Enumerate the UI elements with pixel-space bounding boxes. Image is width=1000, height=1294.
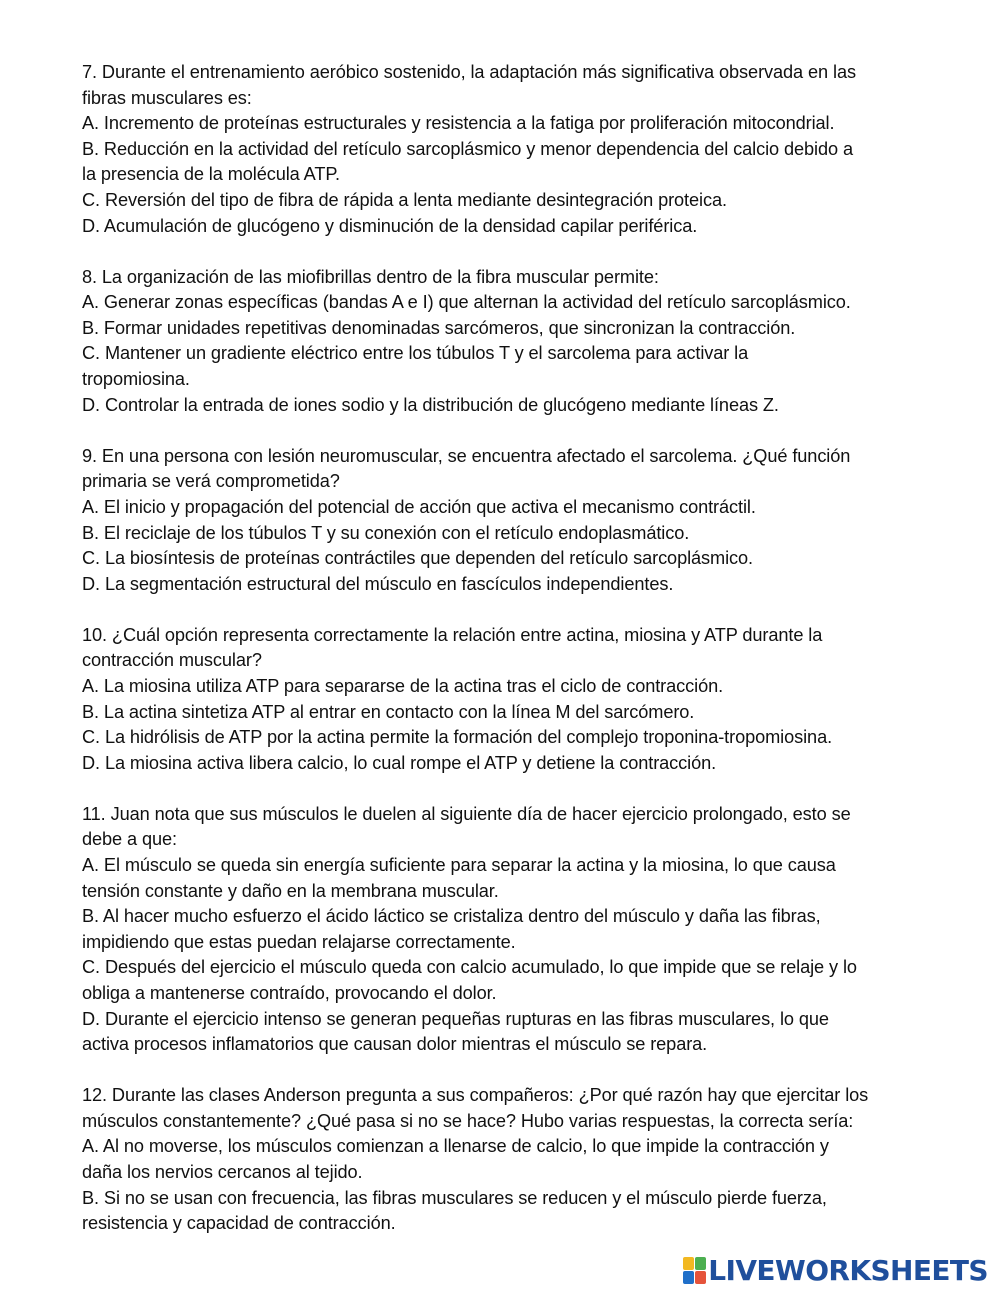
answer-option-b: B. La actina sintetiza ATP al entrar en contacto con la línea M del sarcómero. xyxy=(82,701,695,722)
answer-option-d: D. La miosina activa libera calcio, lo cual rompe el ATP y detiene la contracción. xyxy=(82,752,717,773)
liveworksheets-logo-icon xyxy=(683,1257,705,1283)
answer-option-b-continued: impidiendo que estas puedan relajarse correctamente. xyxy=(82,931,516,952)
worksheet-questions xyxy=(82,60,952,1262)
answer-option-c: C. Reversión del tipo de fibra de rápida a lenta mediante desintegración proteica. xyxy=(82,189,727,210)
answer-option-a-continued: daña los nervios cercanos al tejido. xyxy=(82,1162,363,1183)
question-7 xyxy=(82,60,952,239)
question-text-line: 9. En una persona con lesión neuromuscular, se encuentra afectado el sarcolema. ¿Qué función xyxy=(82,445,851,466)
question-text-line: contracción muscular? xyxy=(82,650,262,671)
answer-option-a-continued: tensión constante y daño en la membrana muscular. xyxy=(82,880,499,901)
logo-square-icon xyxy=(683,1271,694,1284)
answer-option-d: D. La segmentación estructural del músculo en fascículos independientes. xyxy=(82,573,674,594)
answer-option-c: C. Mantener un gradiente eléctrico entre los túbulos T y el sarcolema para activar la xyxy=(82,343,749,364)
logo-square-icon xyxy=(683,1257,694,1270)
question-text-line: 11. Juan nota que sus músculos le duelen al siguiente día de hacer ejercicio prolongado, esto se xyxy=(82,803,851,824)
answer-option-d-continued: activa procesos inflamatorios que causan dolor mientras el músculo se repara. xyxy=(82,1034,708,1055)
question-text-line: primaria se verá comprometida? xyxy=(82,471,340,492)
answer-option-b-continued: resistencia y capacidad de contracción. xyxy=(82,1213,396,1234)
answer-option-b-continued: la presencia de la molécula ATP. xyxy=(82,164,340,185)
answer-option-c: C. La hidrólisis de ATP por la actina permite la formación del complejo troponina-tropomiosina. xyxy=(82,727,833,748)
question-text-line: 12. Durante las clases Anderson pregunta a sus compañeros: ¿Por qué razón hay que ejercitar los xyxy=(82,1085,869,1106)
answer-option-d: D. Controlar la entrada de iones sodio y la distribución de glucógeno mediante líneas Z. xyxy=(82,394,779,415)
answer-option-c-continued: obliga a mantenerse contraído, provocando el dolor. xyxy=(82,983,497,1003)
answer-option-b: B. Al hacer mucho esfuerzo el ácido láctico se cristaliza dentro del músculo y daña las fibras, xyxy=(82,906,821,927)
liveworksheets-logo xyxy=(683,1253,988,1287)
question-text-line: debe a que: xyxy=(82,829,177,850)
answer-option-b: B. Reducción en la actividad del retículo sarcoplásmico y menor dependencia del calcio debido a xyxy=(82,138,854,159)
question-9 xyxy=(82,444,952,598)
answer-option-a: A. El músculo se queda sin energía suficiente para separar la actina y la miosina, lo que causa xyxy=(82,855,836,876)
logo-square-icon xyxy=(695,1271,706,1284)
answer-option-a: A. El inicio y propagación del potencial de acción que activa el mecanismo contráctil. xyxy=(82,496,756,517)
answer-option-a: A. Generar zonas específicas (bandas A e I) que alternan la actividad del retículo sarcoplásmico. xyxy=(82,292,851,313)
liveworksheets-wordmark: LIVEWORKSHEETS xyxy=(708,1253,988,1287)
answer-option-a: A. Al no moverse, los músculos comienzan a llenarse de calcio, lo que impide la contracción y xyxy=(82,1136,829,1157)
answer-option-d: D. Durante el ejercicio intenso se generan pequeñas rupturas en las fibras musculares, lo que xyxy=(82,1008,829,1029)
answer-option-c: C. Después del ejercicio el músculo queda con calcio acumulado, lo que impide que se relaje y lo xyxy=(82,957,857,978)
question-text-line: fibras musculares es: xyxy=(82,87,252,108)
question-11 xyxy=(82,802,952,1058)
answer-option-d: D. Acumulación de glucógeno y disminución de la densidad capilar periférica. xyxy=(82,215,698,236)
answer-option-c: C. La biosíntesis de proteínas contráctiles que dependen del retículo sarcoplásmico. xyxy=(82,548,753,569)
answer-option-a: A. Incremento de proteínas estructurales y resistencia a la fatiga por proliferación mitocondrial. xyxy=(82,113,835,134)
question-10 xyxy=(82,623,952,777)
question-text-line: músculos constantemente? ¿Qué pasa si no se hace? Hubo varias respuestas, la correcta sería: xyxy=(82,1110,854,1131)
answer-option-b: B. Formar unidades repetitivas denominadas sarcómeros, que sincronizan la contracción. xyxy=(82,317,796,338)
answer-option-a: A. La miosina utiliza ATP para separarse de la actina tras el ciclo de contracción. xyxy=(82,675,724,696)
question-12 xyxy=(82,1083,952,1237)
answer-option-b: B. Si no se usan con frecuencia, las fibras musculares se reducen y el músculo pierde fuerza, xyxy=(82,1187,827,1208)
question-8 xyxy=(82,265,952,419)
answer-option-b: B. El reciclaje de los túbulos T y su conexión con el retículo endoplasmático. xyxy=(82,522,690,543)
logo-square-icon xyxy=(695,1257,706,1270)
answer-option-c-continued: tropomiosina. xyxy=(82,369,190,390)
question-text-line: 10. ¿Cuál opción representa correctamente la relación entre actina, miosina y ATP durante la xyxy=(82,624,823,645)
question-text-line: 8. La organización de las miofibrillas dentro de la fibra muscular permite: xyxy=(82,266,659,287)
question-text-line: 7. Durante el entrenamiento aeróbico sostenido, la adaptación más significativa observada en las xyxy=(82,62,856,82)
